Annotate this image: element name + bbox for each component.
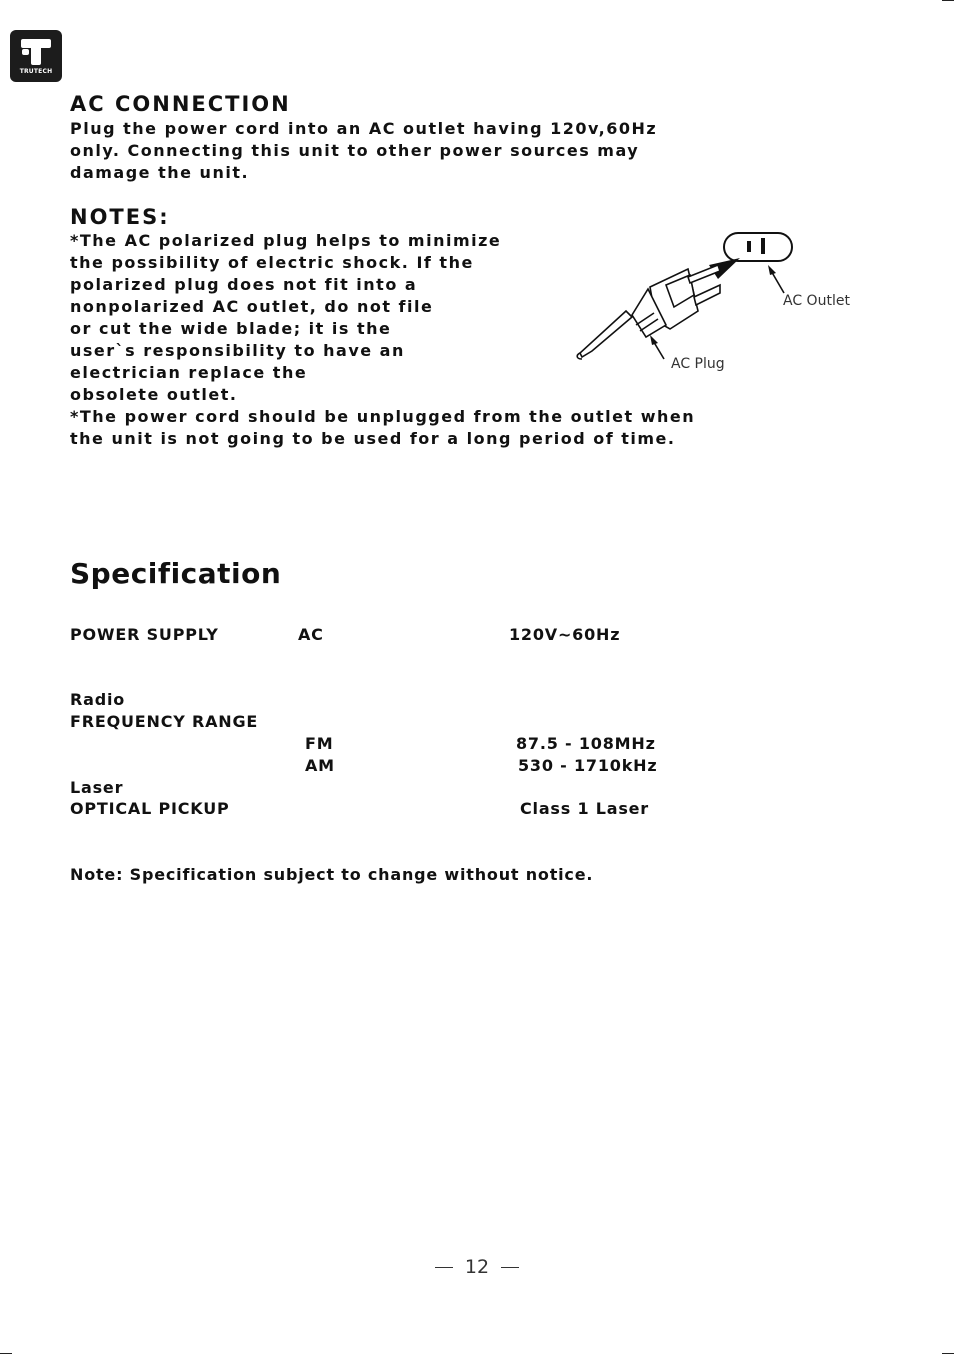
ac-connection-title: AC CONNECTION [70, 92, 291, 116]
frequency-range-label: FREQUENCY RANGE [70, 712, 259, 731]
power-supply-type: AC [298, 625, 324, 644]
ac-connection-line: damage the unit. [70, 163, 250, 182]
plug-label: AC Plug [671, 356, 725, 372]
plug-icon [580, 265, 720, 357]
notes-line: user`s responsibility to have an [70, 341, 405, 360]
notes-line: obsolete outlet. [70, 385, 238, 404]
logo-text: TRUTECH [19, 68, 53, 75]
crop-mark [942, 0, 954, 1]
pointer-arrow-icon [768, 265, 776, 275]
notes-line: *The power cord should be unplugged from the outlet when [70, 407, 696, 426]
specification-note: Note: Specification subject to change without notice. [70, 865, 594, 884]
laser-label: Laser [70, 778, 124, 797]
radio-label: Radio [70, 690, 126, 709]
notes-line: nonpolarized AC outlet, do not file [70, 297, 434, 316]
notes-line: the unit is not going to be used for a long period of time. [70, 429, 676, 448]
outlet-icon [724, 233, 792, 261]
ac-connection-text [70, 118, 657, 184]
page-footer [0, 1256, 954, 1278]
plug-outlet-illustration [570, 225, 810, 375]
notes-line: polarized plug does not fit into a [70, 275, 418, 294]
optical-pickup-value: Class 1 Laser [520, 799, 650, 818]
footer-dash [435, 1267, 453, 1269]
trutech-logo [10, 30, 62, 82]
outlet-label: AC Outlet [783, 293, 850, 309]
notes-line: or cut the wide blade; it is the [70, 319, 392, 338]
am-label: AM [305, 756, 335, 775]
notes-line: *The AC polarized plug helps to minimize [70, 231, 502, 250]
ac-connection-line: only. Connecting this unit to other power sources may [70, 141, 640, 160]
am-value: 530 - 1710kHz [518, 756, 658, 775]
page-number: 12 [464, 1256, 490, 1278]
power-supply-label: POWER SUPPLY [70, 625, 219, 644]
fm-value: 87.5 - 108MHz [516, 734, 656, 753]
notes-line: the possibility of electric shock. If the [70, 253, 474, 272]
ac-connection-line: Plug the power cord into an AC outlet having 120v,60Hz [70, 119, 658, 138]
pointer-arrow-icon [650, 335, 658, 345]
footer-dash [501, 1267, 519, 1269]
notes-title: NOTES: [70, 205, 170, 229]
fm-label: FM [305, 734, 334, 753]
notes-line: electrician replace the [70, 363, 308, 382]
specification-title: Specification [70, 557, 282, 590]
power-supply-value: 120V~60Hz [509, 625, 621, 644]
optical-pickup-label: OPTICAL PICKUP [70, 799, 230, 818]
